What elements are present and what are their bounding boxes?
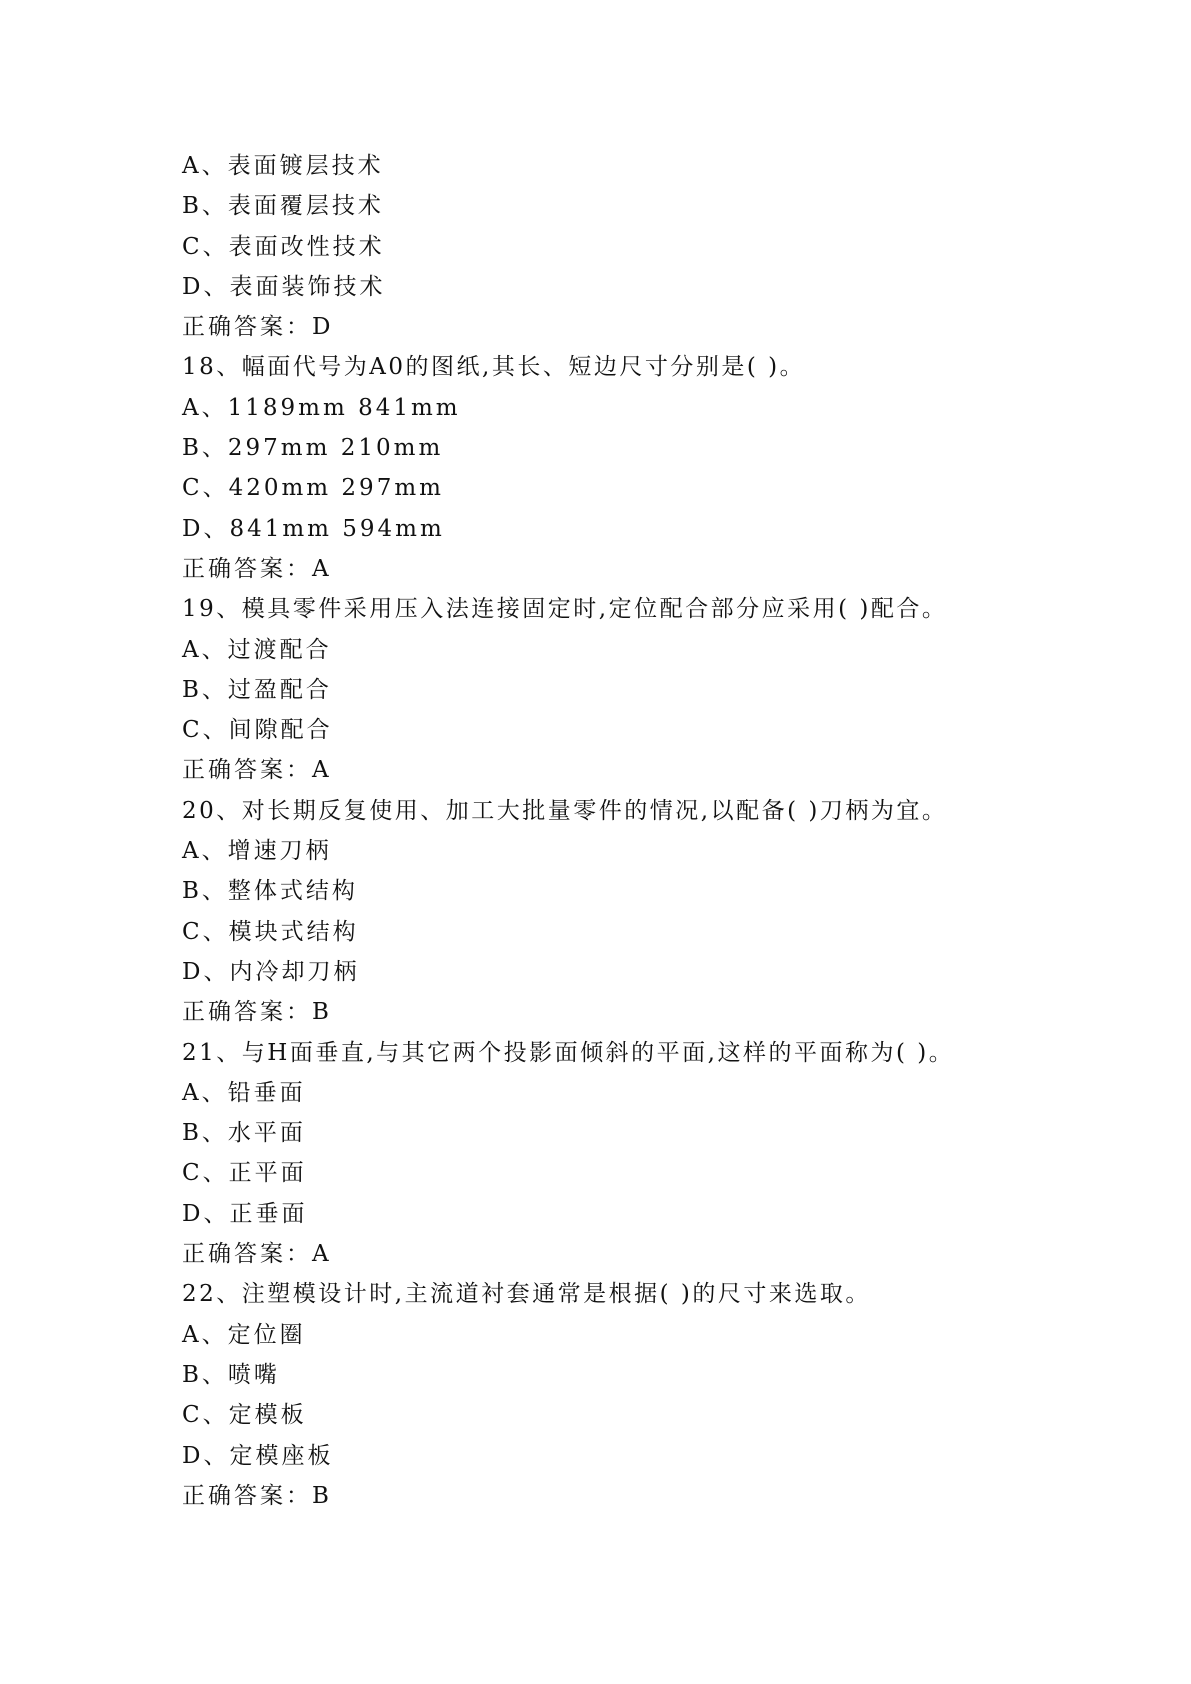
option-b: B、297mm 210mm <box>182 435 444 462</box>
option-a: A、铅垂面 <box>182 1079 306 1106</box>
answer-line: 正确答案：A <box>182 1241 332 1268</box>
option-c: C、表面改性技术 <box>182 233 385 260</box>
question-22: 22、注塑模设计时,主流道衬套通常是根据( )的尺寸来选取。 <box>182 1281 871 1308</box>
question-18: 18、幅面代号为A0的图纸,其长、短边尺寸分别是( )。 <box>182 354 806 381</box>
option-a: A、增速刀柄 <box>182 838 332 865</box>
option-c: C、正平面 <box>182 1160 307 1187</box>
question-20: 20、对长期反复使用、加工大批量零件的情况,以配备( )刀柄为宜。 <box>182 797 948 824</box>
option-a: A、表面镀层技术 <box>182 153 384 179</box>
option-a: A、1189mm 841mm <box>182 394 461 421</box>
option-a: A、定位圈 <box>182 1321 306 1348</box>
option-a: A、过渡配合 <box>182 636 332 663</box>
question-21: 21、与H面垂直,与其它两个投影面倾斜的平面,这样的平面称为( )。 <box>182 1039 955 1066</box>
answer-line: 正确答案：B <box>182 999 332 1026</box>
option-d: D、内冷却刀柄 <box>182 958 360 985</box>
answer-line: 正确答案：B <box>182 1482 332 1509</box>
answer-line: 正确答案：A <box>182 555 332 582</box>
option-d: D、正垂面 <box>182 1200 308 1227</box>
option-b: B、水平面 <box>182 1120 306 1147</box>
option-d: D、841mm 594mm <box>182 515 445 542</box>
option-b: B、表面覆层技术 <box>182 193 384 220</box>
option-c: C、间隙配合 <box>182 717 333 744</box>
option-c: C、模块式结构 <box>182 918 359 945</box>
answer-line: 正确答案：A <box>182 757 332 784</box>
option-b: B、过盈配合 <box>182 676 332 703</box>
question-19: 19、模具零件采用压入法连接固定时,定位配合部分应采用( )配合。 <box>182 596 948 623</box>
option-b: B、整体式结构 <box>182 878 358 905</box>
option-d: D、定模座板 <box>182 1442 334 1469</box>
option-d: D、表面装饰技术 <box>182 273 386 300</box>
option-c: C、定模板 <box>182 1402 307 1429</box>
option-c: C、420mm 297mm <box>182 475 444 502</box>
answer-line: 正确答案：D <box>182 314 334 341</box>
document-body <box>182 146 1062 1516</box>
option-b: B、喷嘴 <box>182 1361 280 1388</box>
